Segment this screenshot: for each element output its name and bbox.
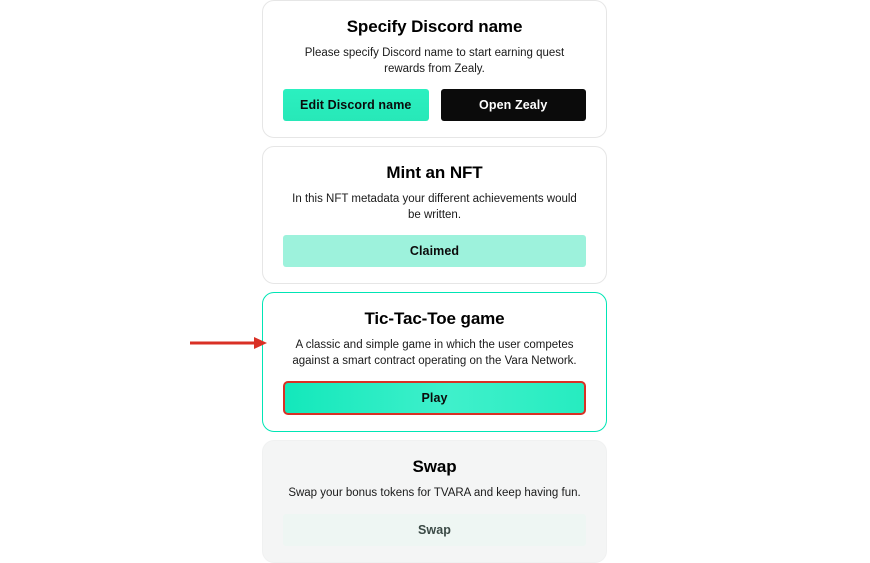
card-title: Swap	[412, 457, 457, 477]
red-arrow-right-icon	[188, 336, 268, 350]
card-mint-an-nft	[262, 146, 607, 284]
card-title: Tic-Tac-Toe game	[364, 309, 505, 329]
card-title: Specify Discord name	[346, 17, 523, 36]
edit-discord-name-button[interactable]: Edit Discord name	[283, 89, 429, 121]
card-description: A classic and simple game in which the user competes against a smart contract operating on the Vara Network.	[292, 339, 577, 367]
card-description: In this NFT metadata your different achievements would be written.	[292, 193, 577, 221]
card-tic-tac-toe-game	[262, 292, 607, 432]
card-actions	[283, 514, 586, 546]
card-description: Please specify Discord name to start earning quest rewards from Zealy.	[304, 47, 565, 75]
play-button[interactable]: Play	[283, 381, 586, 415]
card-description: Swap your bonus tokens for TVARA and keep having fun.	[288, 487, 581, 500]
card-title: Mint an NFT	[386, 163, 483, 183]
open-zealy-button[interactable]: Open Zealy	[441, 89, 587, 121]
quest-card-list	[262, 0, 607, 563]
card-actions	[283, 89, 586, 121]
card-actions	[283, 381, 586, 415]
card-specify-discord-name	[262, 0, 607, 138]
claimed-button: Claimed	[283, 235, 586, 267]
card-swap	[262, 440, 607, 563]
swap-button: Swap	[283, 514, 586, 546]
card-actions	[283, 235, 586, 267]
